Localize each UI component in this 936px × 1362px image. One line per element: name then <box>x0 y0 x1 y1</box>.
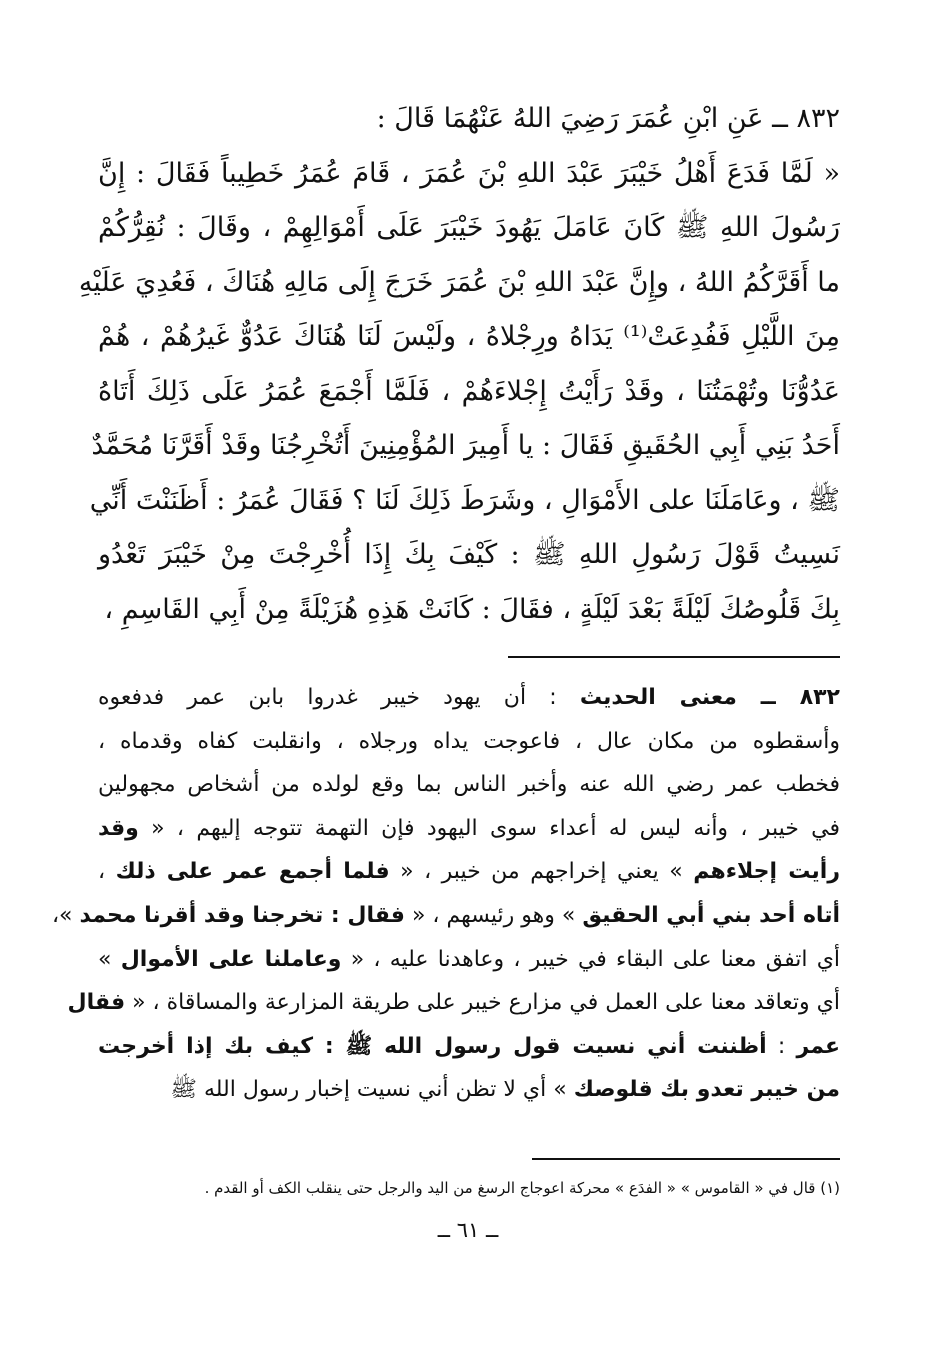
commentary-text <box>51 676 841 1112</box>
commentary-heading: ٨٣٢ ــ معنى الحديث <box>579 685 840 710</box>
hadith-line: بِكَ قَلُوصُكَ لَيْلَةً بَعْدَ لَيْلَةٍ ، فقَالَ : كَانَتْ هَذِهِ هُزَيْلَةً مِنْ أَبِي القَاسِمِ ، <box>104 593 840 625</box>
hadith-line: رَسُولَ اللهِ ﷺ كَانَ عَامَلَ يَهُودَ خَيْبَرَ عَلَى أَمْوَالِهِمْ ، وقَالَ : نُقِرُّكُمْ <box>98 212 840 243</box>
quoted-phrase: أظننت أني نسيت قول رسول الله ﷺ : كيف بك إذا أخرجت <box>98 1033 767 1059</box>
hadith-line: ﷺ ، وعَامَلَنَا على الأَمْوَالِ ، وشَرَطَ ذَلِكَ لَنَا ؟ فَقَالَ عُمَرُ : أَظَنَنْتَ أَنِّي <box>89 484 840 516</box>
commentary-text-run: » أي لا تظن أني نسيت إخبار رسول الله ﷺ <box>170 1077 574 1103</box>
hadith-text <box>78 92 841 637</box>
commentary-text-run: ، <box>98 859 116 885</box>
quoted-phrase: رأيت إجلاءهم <box>693 859 840 885</box>
footnote-divider <box>532 1158 840 1160</box>
quoted-phrase: من خيبر تعدو بك قلوصك <box>573 1077 840 1103</box>
commentary-line <box>98 850 840 894</box>
quoted-phrase: وقد <box>98 815 139 841</box>
quoted-phrase: عمر <box>796 1033 840 1059</box>
commentary-text-run: : أن يهود خيبر غدروا بابن عمر فدفعوه <box>98 685 580 710</box>
commentary-text-run: أي اتفق معنا على البقاء في خيبر ، وعاهدنا عليه ، « <box>341 946 841 972</box>
commentary-text-run: في خيبر ، وأنه ليس له أعداء سوى اليهود فإن التهمة تتوجه إليهم ، « <box>138 815 840 841</box>
commentary-text-run: : <box>766 1033 797 1059</box>
commentary-text-run: » يعني إخراجهم من خيبر ، « <box>389 859 694 885</box>
quoted-phrase: وعاملنا على الأموال <box>120 946 342 972</box>
quoted-phrase: أتاه أحد بني أبي الحقيق <box>582 902 840 928</box>
hadith-line: عَدُوُّنَا وتُهْمَتُنَا ، وقَدْ رَأَيْتُ إِجْلاءَهُمْ ، فَلَمَّا أَجْمَعَ عُمَرُ عَلَى ذَلِكَ أَتَاهُ <box>98 375 840 407</box>
commentary-line: وأسقطوه من مكان عال ، فاعوجت يداه ورجلاه ، وانقلبت كفاه وقدماه ، <box>98 728 840 754</box>
hadith-line: مِنَ اللَّيْلِ فَفُدِعَتْ⁽¹⁾ يَدَاهُ ورِجْلاهُ ، ولَيْسَ لَنَا هُنَاكَ عَدُوٌّ غَيرُهُمْ ، هُمْ <box>98 321 841 352</box>
commentary-text-run: » وهو رئيسهم ، « <box>404 902 583 928</box>
commentary-line <box>67 981 840 1025</box>
commentary-text-run: »، <box>51 902 80 928</box>
footnote: (١) قال في « القاموس » « الفدَع » محركة اعوجاج الرسغ من اليد والرجل حتى ينقلب الكف أو القدم . <box>204 1179 840 1197</box>
quoted-phrase: فقال : تخرجنا وقد أقرنا محمد <box>79 902 405 928</box>
commentary-line <box>51 894 840 938</box>
commentary-text-run: أي وتعاقد معنا على العمل في مزارع خيبر على طريقة المزارعة والمساقاة ، « <box>125 990 840 1016</box>
commentary-text-run: » <box>98 946 121 972</box>
commentary-line <box>98 676 840 720</box>
commentary-line <box>98 1025 840 1069</box>
hadith-line: أَحَدُ بَنِي أَبِي الحُقَيقِ فَقَالَ : يا أَمِيرَ المُؤْمِنِينَ أَتُخْرِجُنَا وقَدْ أَقَرَّنَا مُحَمَّدٌ <box>91 430 840 461</box>
hadith-line: « لَمَّا فَدَعَ أَهْلُ خَيْبَرَ عَبْدَ اللهِ بْنَ عُمَرَ ، قَامَ عُمَرُ خَطِيباً فَقَالَ : إِنَّ <box>98 157 840 189</box>
hadith-line: ما أَقَرَّكُمُ اللهُ ، وإِنَّ عَبْدَ اللهِ بْنَ عُمَرَ خَرَجَ إِلَى مَالِهِ هُنَاكَ ، فَعُدِيَ عَلَيْهِ <box>78 266 840 298</box>
hadith-line: ٨٣٢ ــ عَنِ ابْنِ عُمَرَ رَضِيَ اللهُ عَنْهُمَا قَالَ : <box>376 103 840 134</box>
commentary-line <box>98 1068 840 1112</box>
hadith-line: نَسِيتُ قَوْلَ رَسُولِ اللهِ ﷺ : كَيْفَ بِكَ إِذَا أُخْرِجْتَ مِنْ خَيْبَرَ تَعْدُو <box>98 539 840 570</box>
quoted-phrase: فلما أجمع عمر على ذلك <box>115 859 390 885</box>
commentary-line <box>98 938 840 982</box>
page-number: ــ ٦١ ــ <box>437 1218 499 1242</box>
commentary-line: فخطب عمر رضي الله عنه وأخبر الناس بما وقع لولده من أشخاص مجهولين <box>98 772 840 798</box>
quoted-phrase: فقال <box>67 990 126 1016</box>
commentary-line <box>98 807 840 851</box>
section-divider <box>508 656 840 658</box>
